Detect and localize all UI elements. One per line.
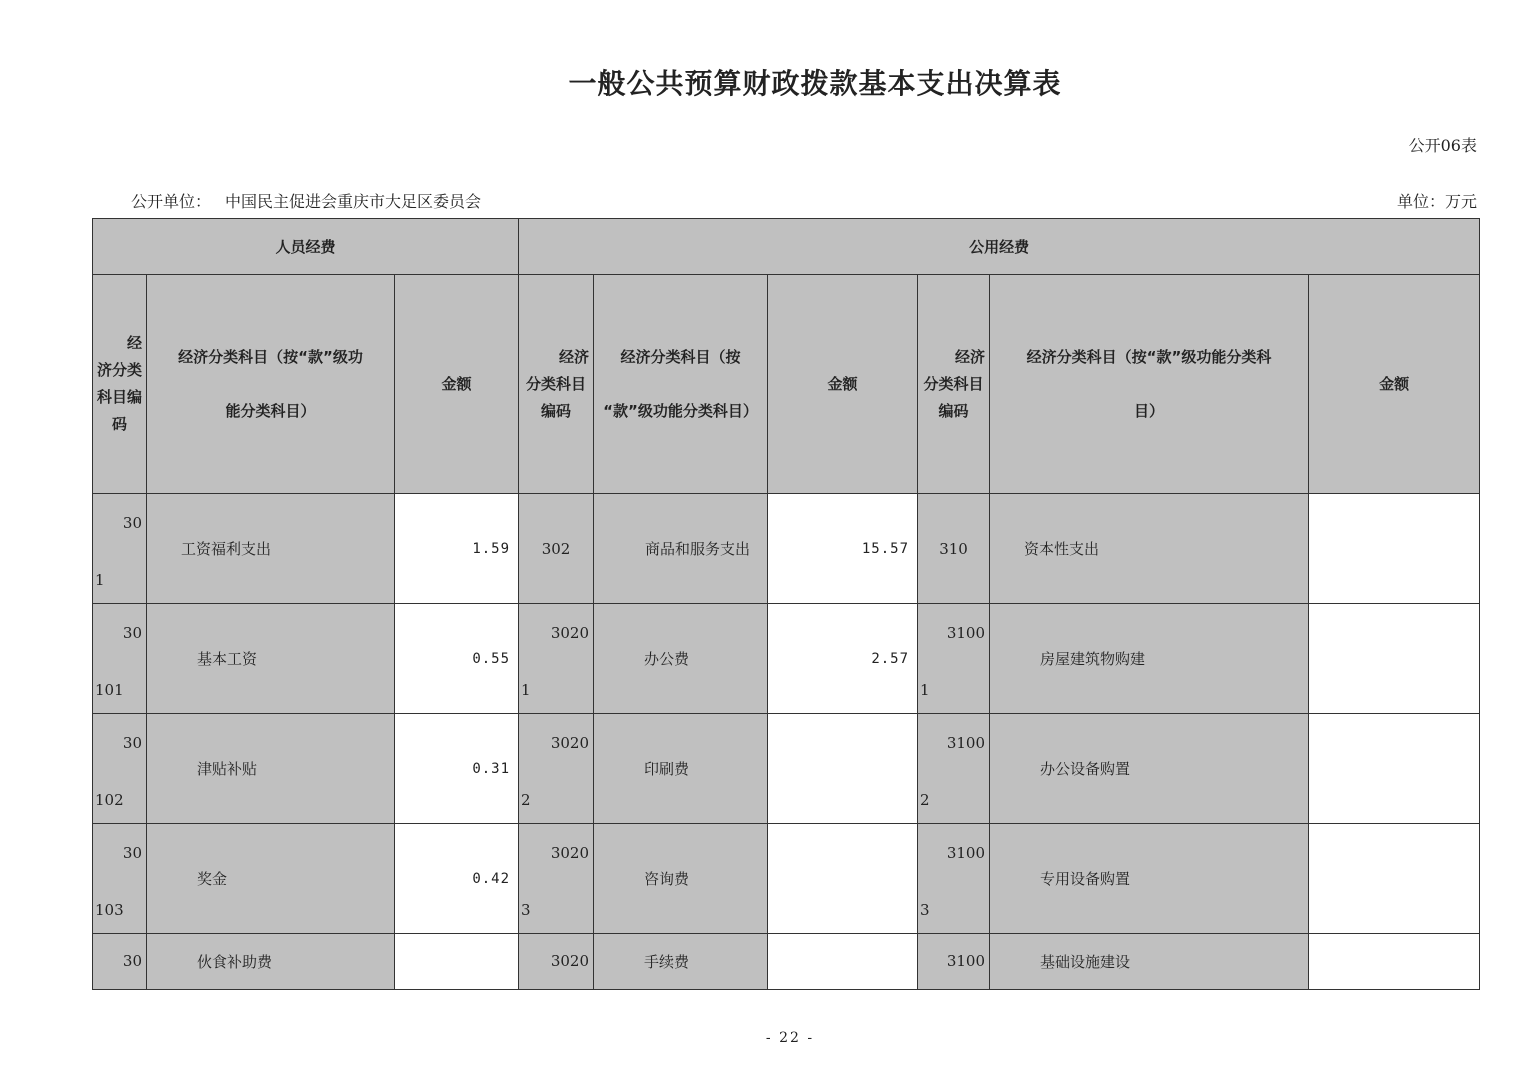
code-part: 30 [122, 952, 142, 970]
code-part: 30 [122, 624, 142, 642]
header-line: 分类科目 [923, 374, 984, 393]
capital-amount-cell [1309, 494, 1480, 604]
expenditure-table [92, 218, 1480, 990]
header-public-code [519, 275, 594, 494]
personnel-amount-cell [395, 934, 519, 990]
personnel-code-cell [93, 934, 147, 990]
group-header-public: 公用经费 [519, 219, 1480, 275]
public-amount-cell [768, 714, 918, 824]
capital-code-cell [918, 824, 990, 934]
code-part: 3 [521, 901, 531, 919]
personnel-name-cell: 伙食补助费 [147, 934, 395, 990]
header-capital-code [918, 275, 990, 494]
public-name-cell: 印刷费 [594, 714, 768, 824]
header-personnel-code [93, 275, 147, 494]
header-line: “款”级功能分类科目） [603, 401, 758, 420]
currency-unit: 单位：万元 [1396, 192, 1477, 211]
capital-amount-cell [1309, 934, 1480, 990]
code-part: 3020 [550, 624, 590, 642]
capital-code-cell [918, 604, 990, 714]
capital-amount-cell [1309, 604, 1480, 714]
header-personnel-name [147, 275, 395, 494]
reporting-unit [131, 189, 481, 212]
header-line: 经济分类科目（按“款”级功 [178, 347, 363, 366]
header-line: 编码 [541, 401, 572, 420]
code-part: 30 [122, 734, 142, 752]
header-line: 经济分类科目（按 [620, 347, 741, 366]
header-line: 经 [126, 334, 142, 352]
table-row [93, 714, 1480, 824]
capital-name-cell: 资本性支出 [990, 494, 1309, 604]
code-part: 3100 [946, 734, 986, 752]
header-line: 经济 [559, 347, 590, 366]
code-part: 2 [920, 791, 930, 809]
code-part: 3020 [550, 952, 590, 970]
personnel-code-cell [93, 824, 147, 934]
personnel-name-cell: 津贴补贴 [147, 714, 395, 824]
public-name-cell: 办公费 [594, 604, 768, 714]
header-line: 能分类科目） [225, 401, 316, 420]
code-part: 2 [521, 791, 531, 809]
personnel-name-cell: 奖金 [147, 824, 395, 934]
public-code-cell [519, 714, 594, 824]
personnel-name-cell: 基本工资 [147, 604, 395, 714]
table-row [93, 494, 1480, 604]
header-line: 编码 [938, 401, 969, 420]
header-line: 科目编 [96, 388, 142, 406]
header-public-amount: 金额 [768, 275, 918, 494]
code-part: 102 [95, 791, 124, 809]
header-line: 码 [111, 415, 127, 433]
header-line: 目） [1134, 401, 1165, 420]
header-capital-name [990, 275, 1309, 494]
personnel-amount-cell: 0.55 [395, 604, 519, 714]
code-part: 302 [541, 539, 571, 558]
code-part: 1 [95, 571, 105, 589]
public-amount-cell: 15.57 [768, 494, 918, 604]
header-personnel-amount: 金额 [395, 275, 519, 494]
table-row [93, 604, 1480, 714]
personnel-amount-cell: 1.59 [395, 494, 519, 604]
header-public-name [594, 275, 768, 494]
code-part: 3100 [946, 952, 986, 970]
header-line: 济分类 [96, 361, 142, 379]
public-code-cell [519, 604, 594, 714]
capital-name-cell: 基础设施建设 [990, 934, 1309, 990]
code-part: 3100 [946, 624, 986, 642]
capital-code-cell [918, 494, 990, 604]
column-header-row [93, 275, 1480, 494]
code-part: 310 [939, 539, 968, 558]
code-part: 30 [122, 514, 142, 532]
code-part: 103 [95, 901, 124, 919]
reporting-unit-name: 中国民主促进会重庆市大足区委员会 [225, 192, 482, 211]
page-title: 一般公共预算财政拨款基本支出决算表 [568, 67, 1062, 100]
group-header-personnel: 人员经费 [93, 219, 519, 275]
personnel-code-cell [93, 494, 147, 604]
page-number: - 22 - [765, 1030, 815, 1046]
public-amount-cell [768, 824, 918, 934]
public-code-cell [519, 934, 594, 990]
header-capital-amount: 金额 [1309, 275, 1480, 494]
public-name-cell: 手续费 [594, 934, 768, 990]
code-part: 30 [122, 844, 142, 862]
reporting-unit-label: 公开单位： [131, 192, 212, 211]
code-part: 3 [920, 901, 930, 919]
form-number: 公开06表 [1408, 136, 1477, 155]
code-part: 101 [95, 681, 124, 699]
capital-amount-cell [1309, 714, 1480, 824]
capital-name-cell: 办公设备购置 [990, 714, 1309, 824]
header-line: 经济分类科目（按“款”级功能分类科 [1026, 347, 1272, 366]
personnel-code-cell [93, 604, 147, 714]
header-line: 经济 [955, 347, 986, 366]
personnel-name-cell: 工资福利支出 [147, 494, 395, 604]
public-amount-cell: 2.57 [768, 604, 918, 714]
public-name-cell: 咨询费 [594, 824, 768, 934]
public-amount-cell [768, 934, 918, 990]
personnel-code-cell [93, 714, 147, 824]
code-part: 3020 [550, 734, 590, 752]
code-part: 1 [920, 681, 930, 699]
public-code-cell [519, 494, 594, 604]
capital-code-cell [918, 714, 990, 824]
capital-amount-cell [1309, 824, 1480, 934]
code-part: 3020 [550, 844, 590, 862]
capital-name-cell: 专用设备购置 [990, 824, 1309, 934]
personnel-amount-cell: 0.31 [395, 714, 519, 824]
header-line: 分类科目 [526, 374, 587, 393]
personnel-amount-cell: 0.42 [395, 824, 519, 934]
public-code-cell [519, 824, 594, 934]
capital-code-cell [918, 934, 990, 990]
public-name-cell: 商品和服务支出 [594, 494, 768, 604]
code-part: 1 [521, 681, 531, 699]
code-part: 3100 [946, 844, 986, 862]
table-row [93, 824, 1480, 934]
table-row [93, 934, 1480, 990]
capital-name-cell: 房屋建筑物购建 [990, 604, 1309, 714]
